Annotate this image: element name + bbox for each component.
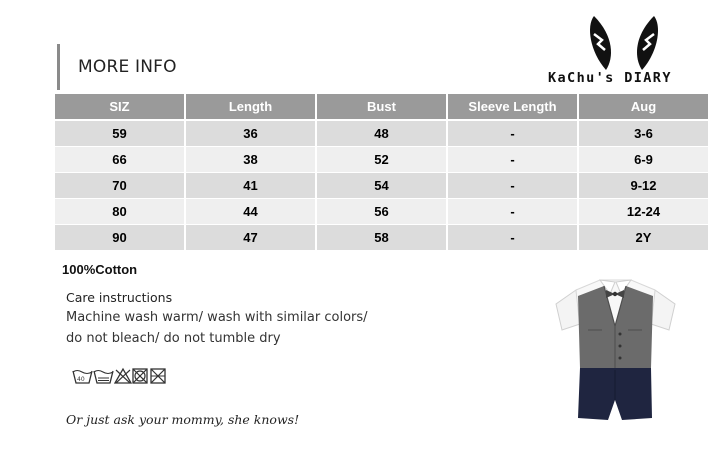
care-instructions-line: do not bleach/ do not tumble dry: [66, 331, 281, 346]
table-cell: -: [447, 173, 578, 199]
table-cell: 2Y: [578, 225, 709, 251]
no-dry-clean-icon: [151, 369, 165, 383]
table-cell: 90: [55, 225, 185, 251]
table-cell: 66: [55, 147, 185, 173]
table-row: [55, 173, 709, 199]
table-row: [55, 199, 709, 225]
table-cell: 41: [185, 173, 316, 199]
brand-name: KaChu's DIARY: [548, 70, 672, 86]
right-ear-icon: [637, 16, 658, 70]
table-cell: -: [447, 147, 578, 173]
rabbit-ears-logo: [584, 12, 664, 72]
table-row: [55, 120, 709, 147]
no-tumble-dry-icon: [133, 369, 147, 383]
header-accent-bar: [57, 44, 60, 90]
table-cell: 70: [55, 173, 185, 199]
machine-wash-icon: [94, 371, 113, 384]
table-row: [55, 225, 709, 251]
table-row: [55, 147, 709, 173]
left-ear-icon: [590, 16, 611, 70]
size-chart-table: [55, 94, 710, 251]
column-header: Length: [185, 94, 316, 120]
table-cell: 47: [185, 225, 316, 251]
care-instructions-line: Machine wash warm/ wash with similar colors/: [66, 310, 368, 325]
table-cell: 6-9: [578, 147, 709, 173]
table-cell: 12-24: [578, 199, 709, 225]
page-title: MORE INFO: [78, 57, 177, 77]
no-bleach-icon: [115, 369, 131, 383]
column-header: Sleeve Length: [447, 94, 578, 120]
material-label: 100%Cotton: [62, 262, 138, 277]
table-cell: 9-12: [578, 173, 709, 199]
table-cell: -: [447, 225, 578, 251]
table-cell: 58: [316, 225, 447, 251]
table-cell: 54: [316, 173, 447, 199]
table-cell: 80: [55, 199, 185, 225]
table-cell: 3-6: [578, 120, 709, 147]
column-header: Bust: [316, 94, 447, 120]
footer-note: Or just ask your mommy, she knows!: [66, 412, 300, 427]
table-cell: -: [447, 199, 578, 225]
table-cell: 52: [316, 147, 447, 173]
table-cell: 59: [55, 120, 185, 147]
table-cell: 36: [185, 120, 316, 147]
wash-40-icon: [73, 371, 92, 384]
baby-romper-image: [548, 268, 683, 428]
care-symbols: [72, 367, 176, 385]
column-header: Aug: [578, 94, 709, 120]
table-cell: 44: [185, 199, 316, 225]
table-header-row: [55, 94, 709, 120]
svg-text:40: 40: [77, 376, 85, 383]
table-cell: 48: [316, 120, 447, 147]
column-header: SIZ: [55, 94, 185, 120]
table-cell: -: [447, 120, 578, 147]
care-instructions-title: Care instructions: [66, 290, 173, 305]
table-cell: 56: [316, 199, 447, 225]
table-cell: 38: [185, 147, 316, 173]
